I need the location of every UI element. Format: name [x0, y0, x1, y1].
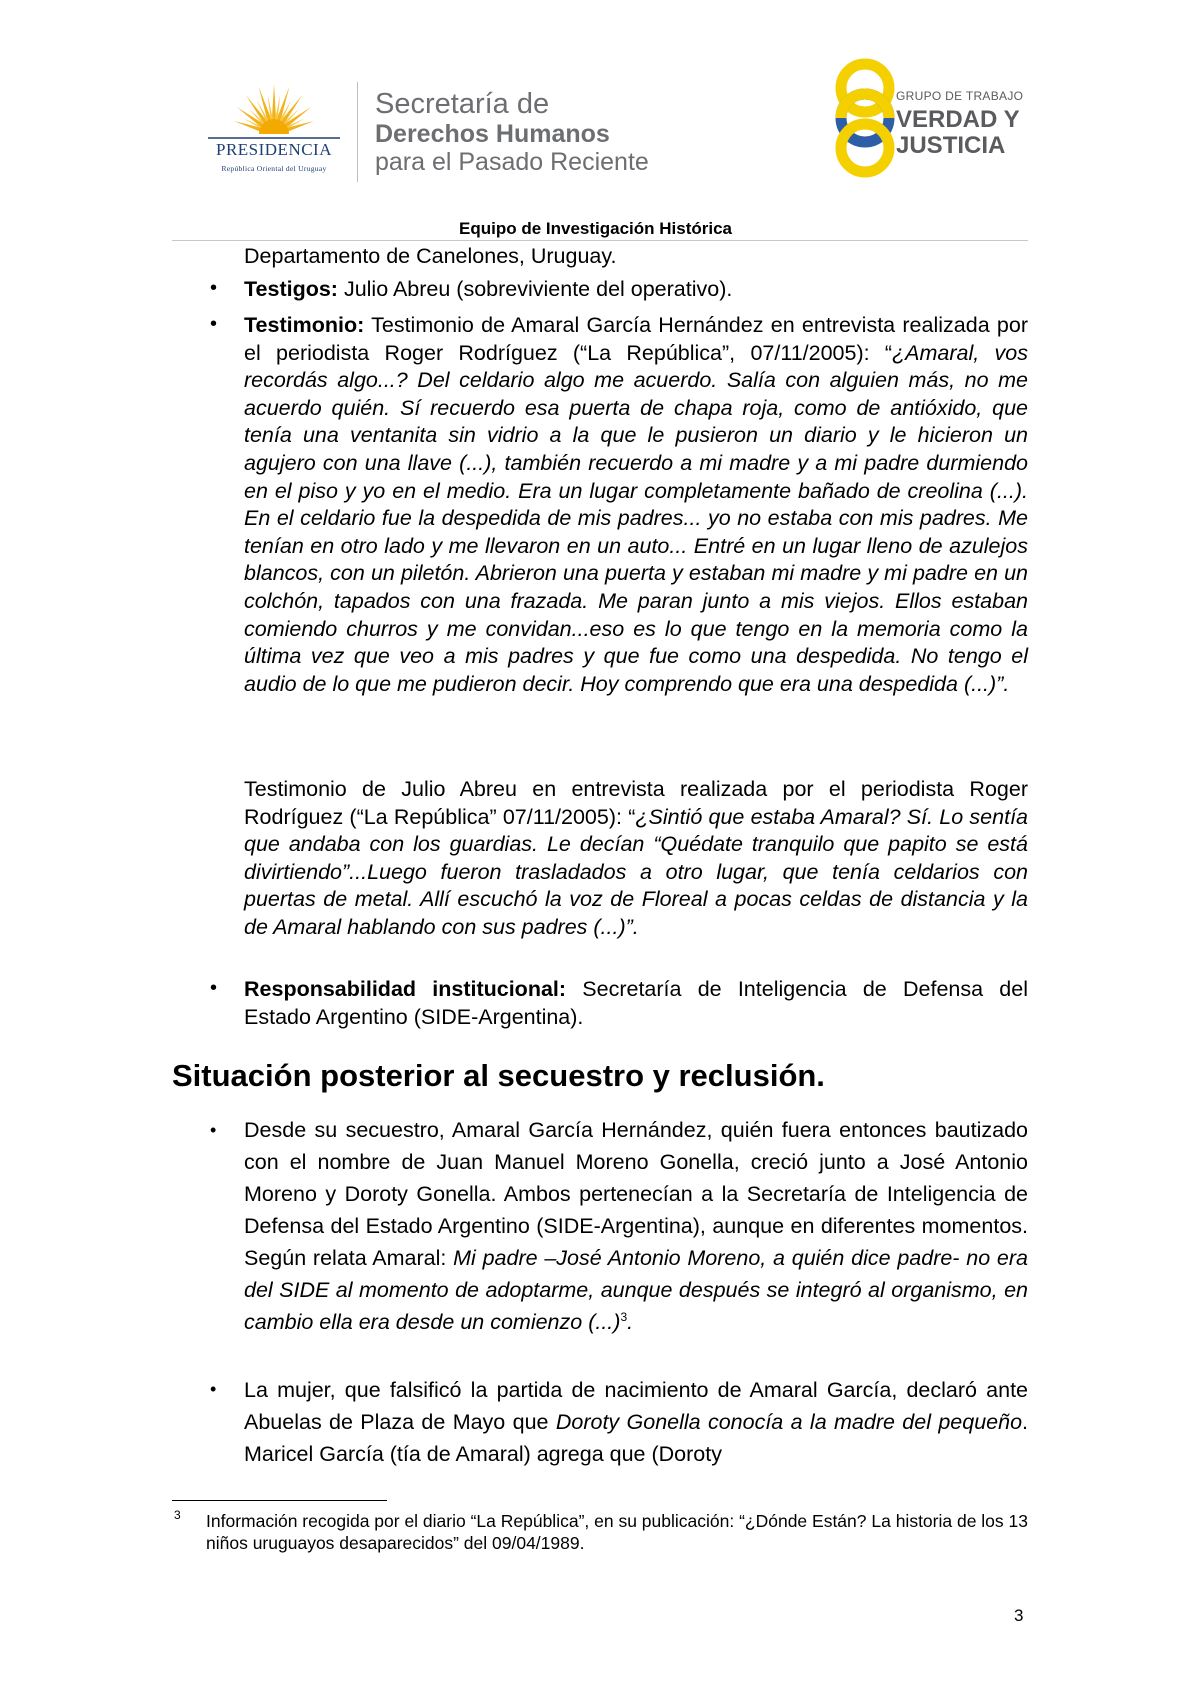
secretaria-line1: Secretaría de [375, 88, 550, 120]
paragraph-secuestro-end: . [627, 1310, 634, 1334]
secretaria-line2: Derechos Humanos [375, 120, 610, 148]
abreu-intro: Testimonio de Julio Abreu en entrevista realizada por el periodista Roger Rodríguez (“La República” 07/11/2005): “ [244, 777, 1028, 829]
testimonio-quote: ¿Amaral, vos recordás algo...? Del celdario algo me acuerdo. Salía con alguien más, no me acuerdo quién. Sí recuerdo esa puerta de chapa roja, como de antióxido, que tenía una ventanita sin vidrio a la que le pusieron un diario y le hicieron un agujero con una llave (...), también recuerdo a mi madre y a mi padre durmiendo en el piso y yo en el medio. Era un lugar completamente bañado de creolina (...). En el celdario fue la despedida de mis padres... yo no estaba con mis padres. Me tenían en otro lado y me llevaron en un auto... Entré en un lugar lleno de azulejos blancos, con un piletón. Abrieron una puerta y estaban mi madre y mi padre en un colchón, tapados con una frazada. Me paran junto a mis viejos. Ellos estaban comiendo churros y me convidan...eso es lo que tengo en la memoria como la última vez que veo a mis padres y que fue como una despedida. No tengo el audio de lo que me pudieron decir. Hoy comprendo que era una despedida (...)”. [244, 340, 1029, 696]
grupo-line1: GRUPO DE TRABAJO [896, 89, 1024, 103]
bullet-icon: • [210, 977, 218, 999]
testimonio-label: Testimonio: [244, 313, 365, 337]
paragraph-secuestro-text: Desde su secuestro, Amaral García Hernández, quién fuera entonces bautizado con el nombre de Juan Manuel Moreno Gonella, creció junto a José Antonio Moreno y Doroty Gonella. Ambos pertenecían a la Secretaría de Inteligencia de Defensa del Estado Argentino (SIDE-Argentina), aunque en diferentes momentos. Según relata Amaral: [244, 1118, 1028, 1270]
testigos-label: Testigos: [244, 277, 338, 301]
presidencia-subtitle: República Oriental del Uruguay [221, 164, 327, 173]
abreu-quote: ¿Sintió que estaba Amaral? Sí. Lo sentía que andaba con los guardias. Le decían “Quédate tranquilo que papito se está divirtiendo”...Luego fueron trasladados a otro lugar, que tenía celdarios con puertas de metal. Allí escuchó la voz de Floreal a pocas celdas de distancia y la de Amaral hablando con sus padres (...)”. [244, 804, 1028, 939]
responsabilidad-text: Secretaría de Inteligencia de Defensa del Estado Argentino (SIDE-Argentina). [244, 977, 1028, 1029]
footnote-ref: 3 [620, 1309, 628, 1324]
bullet-icon: • [210, 1120, 217, 1140]
responsabilidad-item [244, 976, 1028, 1031]
paragraph-mujer-quote: Doroty Gonella conocía a la madre del pequeño [555, 1410, 1023, 1434]
footnote-rule [172, 1500, 387, 1501]
page-number: 3 [1014, 1606, 1024, 1625]
paragraph-mujer-text: La mujer, que falsificó la partida de nacimiento de Amaral García, declaró ante Abuelas de Plaza de Mayo que [244, 1378, 1028, 1434]
logo-divider [357, 82, 358, 182]
testigos-text: Julio Abreu (sobreviviente del operativo). [337, 277, 733, 301]
testimonio-item [244, 312, 1028, 698]
secretaria-line3: para el Pasado Reciente [375, 148, 649, 176]
presidencia-logo [198, 82, 350, 180]
header-rule [172, 240, 1028, 241]
paragraph-secuestro [244, 1114, 1028, 1338]
secretaria-wordmark [375, 90, 649, 175]
grupo-line2: VERDAD Y [896, 106, 1020, 133]
testimonio-intro: Testimonio de Amaral García Hernández en entrevista realizada por el periodista Roger Rodríguez (“La República”, 07/11/2005): “ [244, 313, 1028, 365]
sun-icon [198, 82, 350, 142]
grupo-line3: JUSTICIA [896, 132, 1006, 159]
footnote-text: Información recogida por el diario “La República”, en su publicación: “¿Dónde Están? La historia de los 13 niños uruguayos desaparecidos” del 09/04/1989. [206, 1511, 1028, 1553]
canelones-line: Departamento de Canelones, Uruguay. [244, 244, 617, 268]
testigos-item [244, 276, 1028, 304]
header-team-title: Equipo de Investigación Histórica [459, 219, 732, 238]
presidencia-name: PRESIDENCIA [215, 140, 332, 159]
responsabilidad-label: Responsabilidad institucional: [244, 977, 567, 1001]
bullet-icon: • [210, 1379, 217, 1399]
section-title: Situación posterior al secuestro y reclusión. [172, 1058, 825, 1093]
paragraph-secuestro-quote: Mi padre –José Antonio Moreno, a quién dice padre- no era del SIDE al momento de adoptarme, aunque después se integró al organismo, en cambio ella era desde un comienzo (...) [244, 1246, 1028, 1334]
paragraph-mujer-end: . Maricel García (tía de Amaral) agrega que (Doroty [244, 1410, 1029, 1466]
bullet-icon: • [210, 277, 218, 299]
paragraph-mujer [244, 1374, 1028, 1470]
grupo-trabajo-wordmark [896, 90, 1023, 158]
abreu-paragraph [244, 776, 1028, 942]
footnote-number: 3 [174, 1508, 181, 1522]
bullet-icon: • [210, 313, 218, 335]
